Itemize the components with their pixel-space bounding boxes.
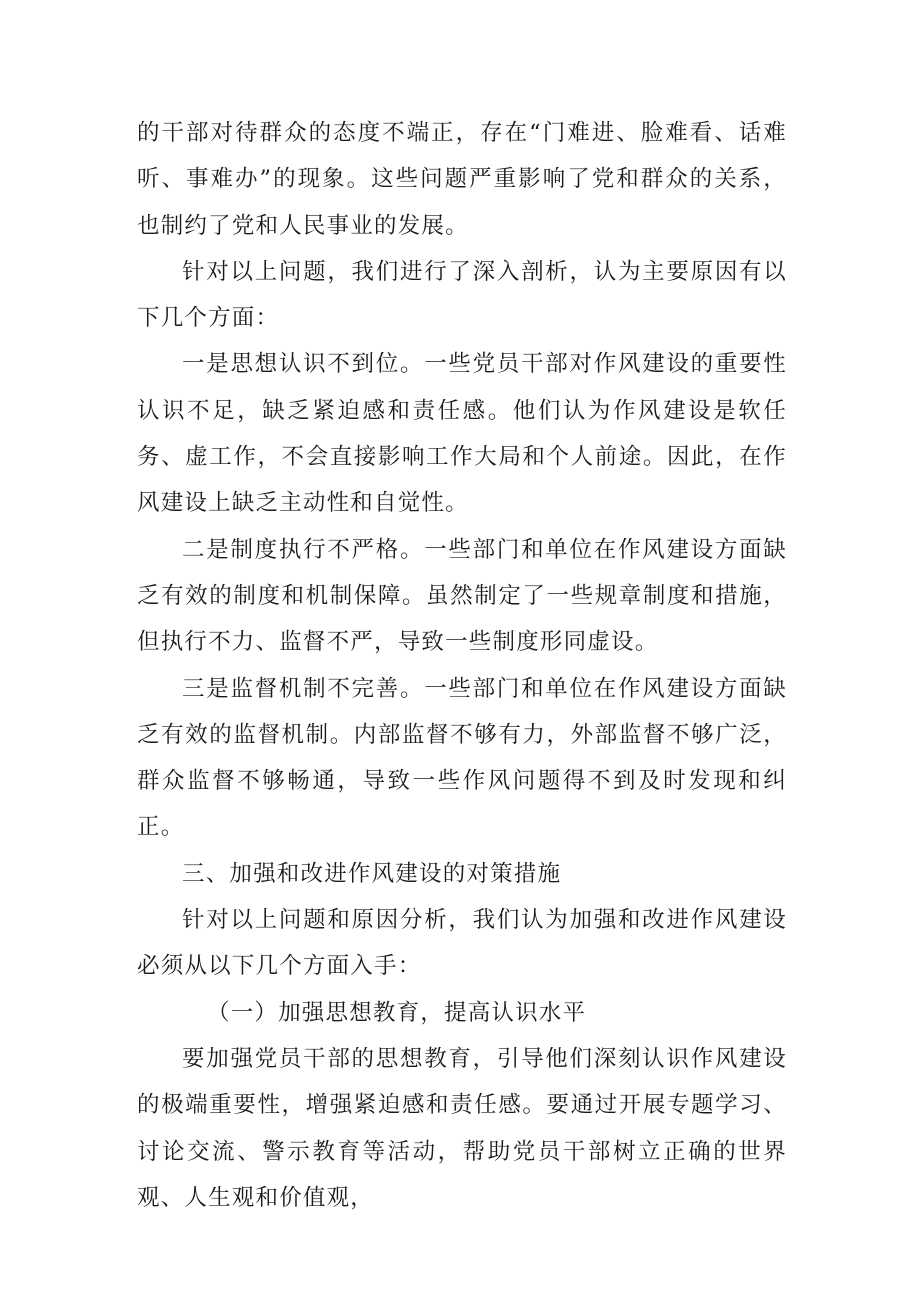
- paragraph-cause-supervision: 三是监督机制不完善。一些部门和单位在作风建设方面缺乏有效的监督机制。内部监督不够有力，外部监督不够广泛，群众监督不够畅通，导致一些作风问题得不到及时发现和纠正。: [137, 675, 787, 841]
- paragraph-continuation: 的干部对待群众的态度不端正，存在“门难进、脸难看、话难听、事难办”的现象。这些问题严重影响了党和群众的关系，也制约了党和人民事业的发展。: [137, 120, 787, 239]
- section-heading-countermeasures: 三、加强和改进作风建设的对策措施: [182, 860, 562, 887]
- paragraph-problem-analysis-intro: 针对以上问题，我们进行了深入剖析，认为主要原因有以下几个方面：: [137, 258, 787, 332]
- subsection-heading-ideological-education: （一）加强思想教育，提高认识水平: [207, 999, 587, 1026]
- paragraph-cause-institution: 二是制度执行不严格。一些部门和单位在作风建设方面缺乏有效的制度和机制保障。虽然制定了一些规章制度和措施，但执行不力、监督不严，导致一些制度形同虚设。: [137, 536, 787, 656]
- paragraph-ideological-education: 要加强党员干部的思想教育，引导他们深刻认识作风建设的极端重要性，增强紧迫感和责任感。要通过开展专题学习、讨论交流、警示教育等活动，帮助党员干部树立正确的世界观、人生观和价值观，: [137, 1045, 787, 1211]
- paragraph-cause-ideology: 一是思想认识不到位。一些党员干部对作风建设的重要性认识不足，缺乏紧迫感和责任感。他们认为作风建设是软任务、虚工作，不会直接影响工作大局和个人前途。因此，在作风建设上缺乏主动性和自觉性。: [137, 351, 787, 517]
- document-body: [137, 110, 787, 1221]
- paragraph-countermeasures-intro: 针对以上问题和原因分析，我们认为加强和改进作风建设必须从以下几个方面入手：: [137, 907, 787, 980]
